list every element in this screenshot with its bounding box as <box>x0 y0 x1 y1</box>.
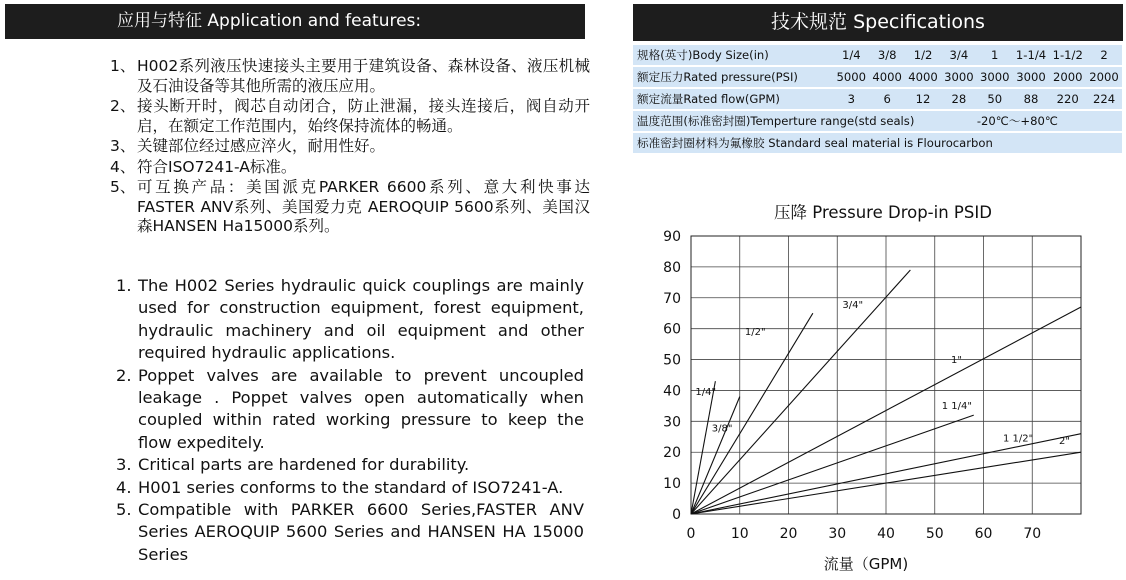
feature-cn-item-text: 接头断开时，阀芯自动闭合，防止泄漏，接头连接后，阀自动开启，在额定工作范围内，始终保持流体的畅通。 <box>137 97 590 135</box>
section-header-application: 应用与特征 Application and features: <box>5 4 585 39</box>
series-label: 1/2" <box>744 327 766 339</box>
spec-cell: 2000 <box>1086 67 1122 87</box>
spec-cell: 1/4 <box>833 45 869 65</box>
spec-cell: 4000 <box>905 67 941 87</box>
feature-en-item <box>116 275 584 365</box>
feature-cn-item-number: 4、 <box>110 157 136 176</box>
series-line <box>691 397 740 514</box>
pressure-drop-chart <box>633 222 1113 578</box>
spec-cell: 2000 <box>1049 67 1086 87</box>
spec-cell: 5000 <box>833 67 869 87</box>
y-tick-label: 30 <box>663 414 681 431</box>
feature-en-item <box>116 477 584 499</box>
feature-en-item <box>116 365 584 455</box>
spec-row-label: 规格(英寸)Body Size(in) <box>633 45 833 65</box>
spec-cell: 1 <box>977 45 1013 65</box>
feature-cn-item-text: 可互换产品：美国派克PARKER 6600系列、意大利快事达 FASTER ANV系列、美国爱力克 AEROQUIP 5600系列、美国汉森HANSEN Ha15000系列。 <box>137 178 590 235</box>
feature-cn-item-number: 1、 <box>110 57 136 75</box>
spec-cell: 28 <box>941 89 977 109</box>
series-label: 1" <box>951 355 962 367</box>
x-axis-label: 流量（GPM) <box>823 555 909 573</box>
feature-cn-item-text: 关键部位经过感应淬火，耐用性好。 <box>137 137 386 155</box>
spec-cell: 1-1/4 <box>1013 45 1050 65</box>
series-label: 1/4" <box>695 387 717 399</box>
series-label: 3/4" <box>842 299 864 311</box>
spec-row-seal <box>633 133 1122 153</box>
feature-en-item-text: Critical parts are hardened for durability. <box>138 455 470 475</box>
spec-row <box>633 45 1122 65</box>
x-tick-label: 10 <box>730 526 749 542</box>
spec-temperature-value: -20℃～+80℃ <box>977 111 1122 131</box>
feature-en-item-number: 2. <box>116 365 132 385</box>
spec-cell: 3000 <box>941 67 977 87</box>
x-tick-label: 50 <box>925 526 944 542</box>
spec-cell: 1-1/2 <box>1049 45 1086 65</box>
feature-en-item <box>116 499 584 566</box>
spec-cell: 2 <box>1086 45 1122 65</box>
series-line <box>691 270 910 514</box>
feature-en-item <box>116 454 584 476</box>
spec-cell: 1/2 <box>905 45 941 65</box>
spec-cell: 3/8 <box>869 45 905 65</box>
feature-cn-item-number: 2、 <box>110 97 136 115</box>
feature-en-item-number: 3. <box>116 455 132 475</box>
feature-en-item-text: Poppet valves are available to prevent uncoupled leakage . Poppet valves open automatically when coupled within rated working pressure to keep the flow expeditely. <box>138 365 584 452</box>
spec-cell: 3000 <box>977 67 1013 87</box>
y-tick-label: 20 <box>663 445 681 462</box>
spec-cell: 3/4 <box>941 45 977 65</box>
feature-en-item-number: 1. <box>116 276 132 295</box>
spec-row-temperature <box>633 111 1122 131</box>
y-tick-label: 10 <box>663 476 681 493</box>
feature-en-item-number: 5. <box>116 500 132 520</box>
y-tick-label: 70 <box>663 290 681 307</box>
x-tick-label: 60 <box>974 526 993 542</box>
feature-cn-item <box>110 97 590 136</box>
spec-row-label: 额定流量Rated flow(GPM) <box>633 89 833 109</box>
feature-en-item-text: The H002 Series hydraulic quick couplings are mainly used for construction equipment, forest equipment, hydraulic machinery and oil equipment and other required hydraulic applications. <box>138 276 584 363</box>
spec-cell: 88 <box>1013 89 1050 109</box>
series-label: 2" <box>1059 436 1070 448</box>
y-tick-label: 60 <box>663 321 681 338</box>
spec-cell: 3000 <box>1013 67 1050 87</box>
spec-cell: 50 <box>977 89 1013 109</box>
feature-cn-item-number: 3、 <box>110 137 136 155</box>
x-tick-label: 0 <box>686 526 696 542</box>
x-tick-label: 30 <box>828 526 847 542</box>
x-tick-label: 70 <box>1023 526 1042 542</box>
series-label: 1 1/2" <box>1003 433 1034 445</box>
feature-en-item-text: Compatible with PARKER 6600 Series,FASTER ANV Series AEROQUIP 5600 Series and HANSEN HA 15000 Series <box>138 500 584 564</box>
feature-cn-item <box>110 178 590 237</box>
feature-cn-item <box>110 137 590 157</box>
spec-cell: 3 <box>833 89 869 109</box>
spec-row <box>633 67 1122 87</box>
feature-list-english <box>116 275 584 566</box>
spec-row-label: 温度范围(标准密封圈)Temperture range(std seals) <box>633 111 977 131</box>
feature-cn-item <box>110 57 590 96</box>
y-tick-label: 80 <box>663 259 681 276</box>
y-tick-label: 90 <box>663 229 681 245</box>
feature-cn-item-text: 符合ISO7241-A标准。 <box>137 157 297 176</box>
feature-en-item-text: H001 series conforms to the standard of ISO7241-A. <box>138 477 564 497</box>
spec-cell: 6 <box>869 89 905 109</box>
series-label: 3/8" <box>711 423 733 435</box>
y-tick-label: 40 <box>663 383 681 400</box>
spec-cell: 220 <box>1049 89 1086 109</box>
feature-cn-item-text: H002系列液压快速接头主要用于建筑设备、森林设备、液压机械及石油设备等其他所需的液压应用。 <box>137 57 590 95</box>
chart-title: 压降 Pressure Drop-in PSID <box>774 203 992 222</box>
spec-row-label: 额定压力Rated pressure(PSI) <box>633 67 833 87</box>
spec-cell: 4000 <box>869 67 905 87</box>
spec-table <box>633 43 1122 155</box>
y-tick-label: 50 <box>663 352 681 369</box>
series-label: 1 1/4" <box>941 401 972 413</box>
spec-cell: 12 <box>905 89 941 109</box>
y-tick-label: 0 <box>672 507 681 523</box>
feature-en-item-number: 4. <box>116 477 132 497</box>
x-tick-label: 20 <box>779 526 798 542</box>
spec-cell: 224 <box>1086 89 1122 109</box>
feature-list-chinese <box>110 57 590 238</box>
feature-cn-item <box>110 158 590 178</box>
feature-cn-item-number: 5、 <box>110 178 136 196</box>
spec-seal-text: 标准密封圈材料为氟橡胶 Standard seal material is Flourocarbon <box>633 133 1122 153</box>
x-tick-label: 40 <box>877 526 895 542</box>
section-header-specifications: 技术规范 Specifications <box>633 4 1123 41</box>
spec-row <box>633 89 1122 109</box>
